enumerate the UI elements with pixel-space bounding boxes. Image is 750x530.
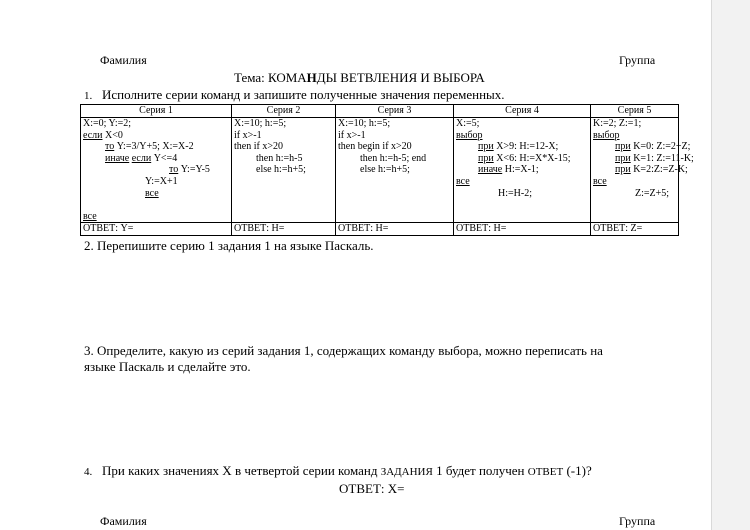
answer-cell[interactable]: ОТВЕТ: H=: [454, 223, 591, 236]
task3-line1: 3. Определите, какую из серий задания 1, содержащих команду выбора, можно переписать на: [84, 343, 603, 358]
series-header: Серия 1: [81, 105, 232, 118]
series-5-code: K:=2; Z:=1; выбор при K=0: Z:=2+Z; при K=1: Z:=11-K; при K=2:Z:=Z-K; все Z:=Z+5;: [591, 118, 679, 223]
footer-surname-label: Фамилия: [100, 514, 147, 528]
series-table: [80, 104, 694, 236]
task4-text: 4. При каких значениях X в четвертой серии команд ЗАДАНИЯ 1 будет получен ОТВЕТ (-1)?: [84, 463, 592, 478]
series-header: Серия 2: [232, 105, 336, 118]
answer-cell[interactable]: ОТВЕТ: H=: [232, 223, 336, 236]
task1-text: 1. Исполните серии команд и запишите полученные значения переменных.: [84, 87, 505, 102]
task4-answer[interactable]: ОТВЕТ: X=: [339, 481, 405, 496]
series-header-row: [81, 105, 679, 118]
series-2-code: X:=10; h:=5; if x>-1 then if x>20 then h:=h-5 else h:=h+5;: [232, 118, 336, 223]
answer-cell[interactable]: ОТВЕТ: Z=: [591, 223, 679, 236]
series-answer-row: [81, 223, 679, 236]
series-3-code: X:=10; h:=5; if x>-1 then begin if x>20 then h:=h-5; end else h:=h+5;: [336, 118, 454, 223]
topic-title: Тема: КОМАНДЫ ВЕТВЛЕНИЯ И ВЫБОРА: [234, 70, 485, 85]
page-edge: [711, 0, 750, 530]
answer-cell[interactable]: ОТВЕТ: Y=: [81, 223, 232, 236]
footer-group-label: Группа: [619, 514, 656, 528]
series-4-code: X:=5; выбор при X>9: H:=12-X; при X<6: H:=X*X-15; иначе H:=X-1; все H:=H-2;: [454, 118, 591, 223]
answer-cell[interactable]: ОТВЕТ: H=: [336, 223, 454, 236]
group-label: Группа: [619, 53, 656, 67]
series-header: Серия 4: [454, 105, 591, 118]
task3-line2: языке Паскаль и сделайте это.: [84, 359, 251, 374]
series-1-code: X:=0; Y:=2; если X<0 то Y:=3/Y+5; X:=X-2 иначе если Y<=4 то Y:=Y-5 Y:=X+1 все все: [81, 118, 232, 223]
task2-text: 2. Перепишите серию 1 задания 1 на языке Паскаль.: [84, 238, 374, 253]
surname-label: Фамилия: [100, 53, 147, 67]
series-header: Серия 3: [336, 105, 454, 118]
series-header: Серия 5: [591, 105, 679, 118]
series-body-row: [81, 118, 679, 223]
